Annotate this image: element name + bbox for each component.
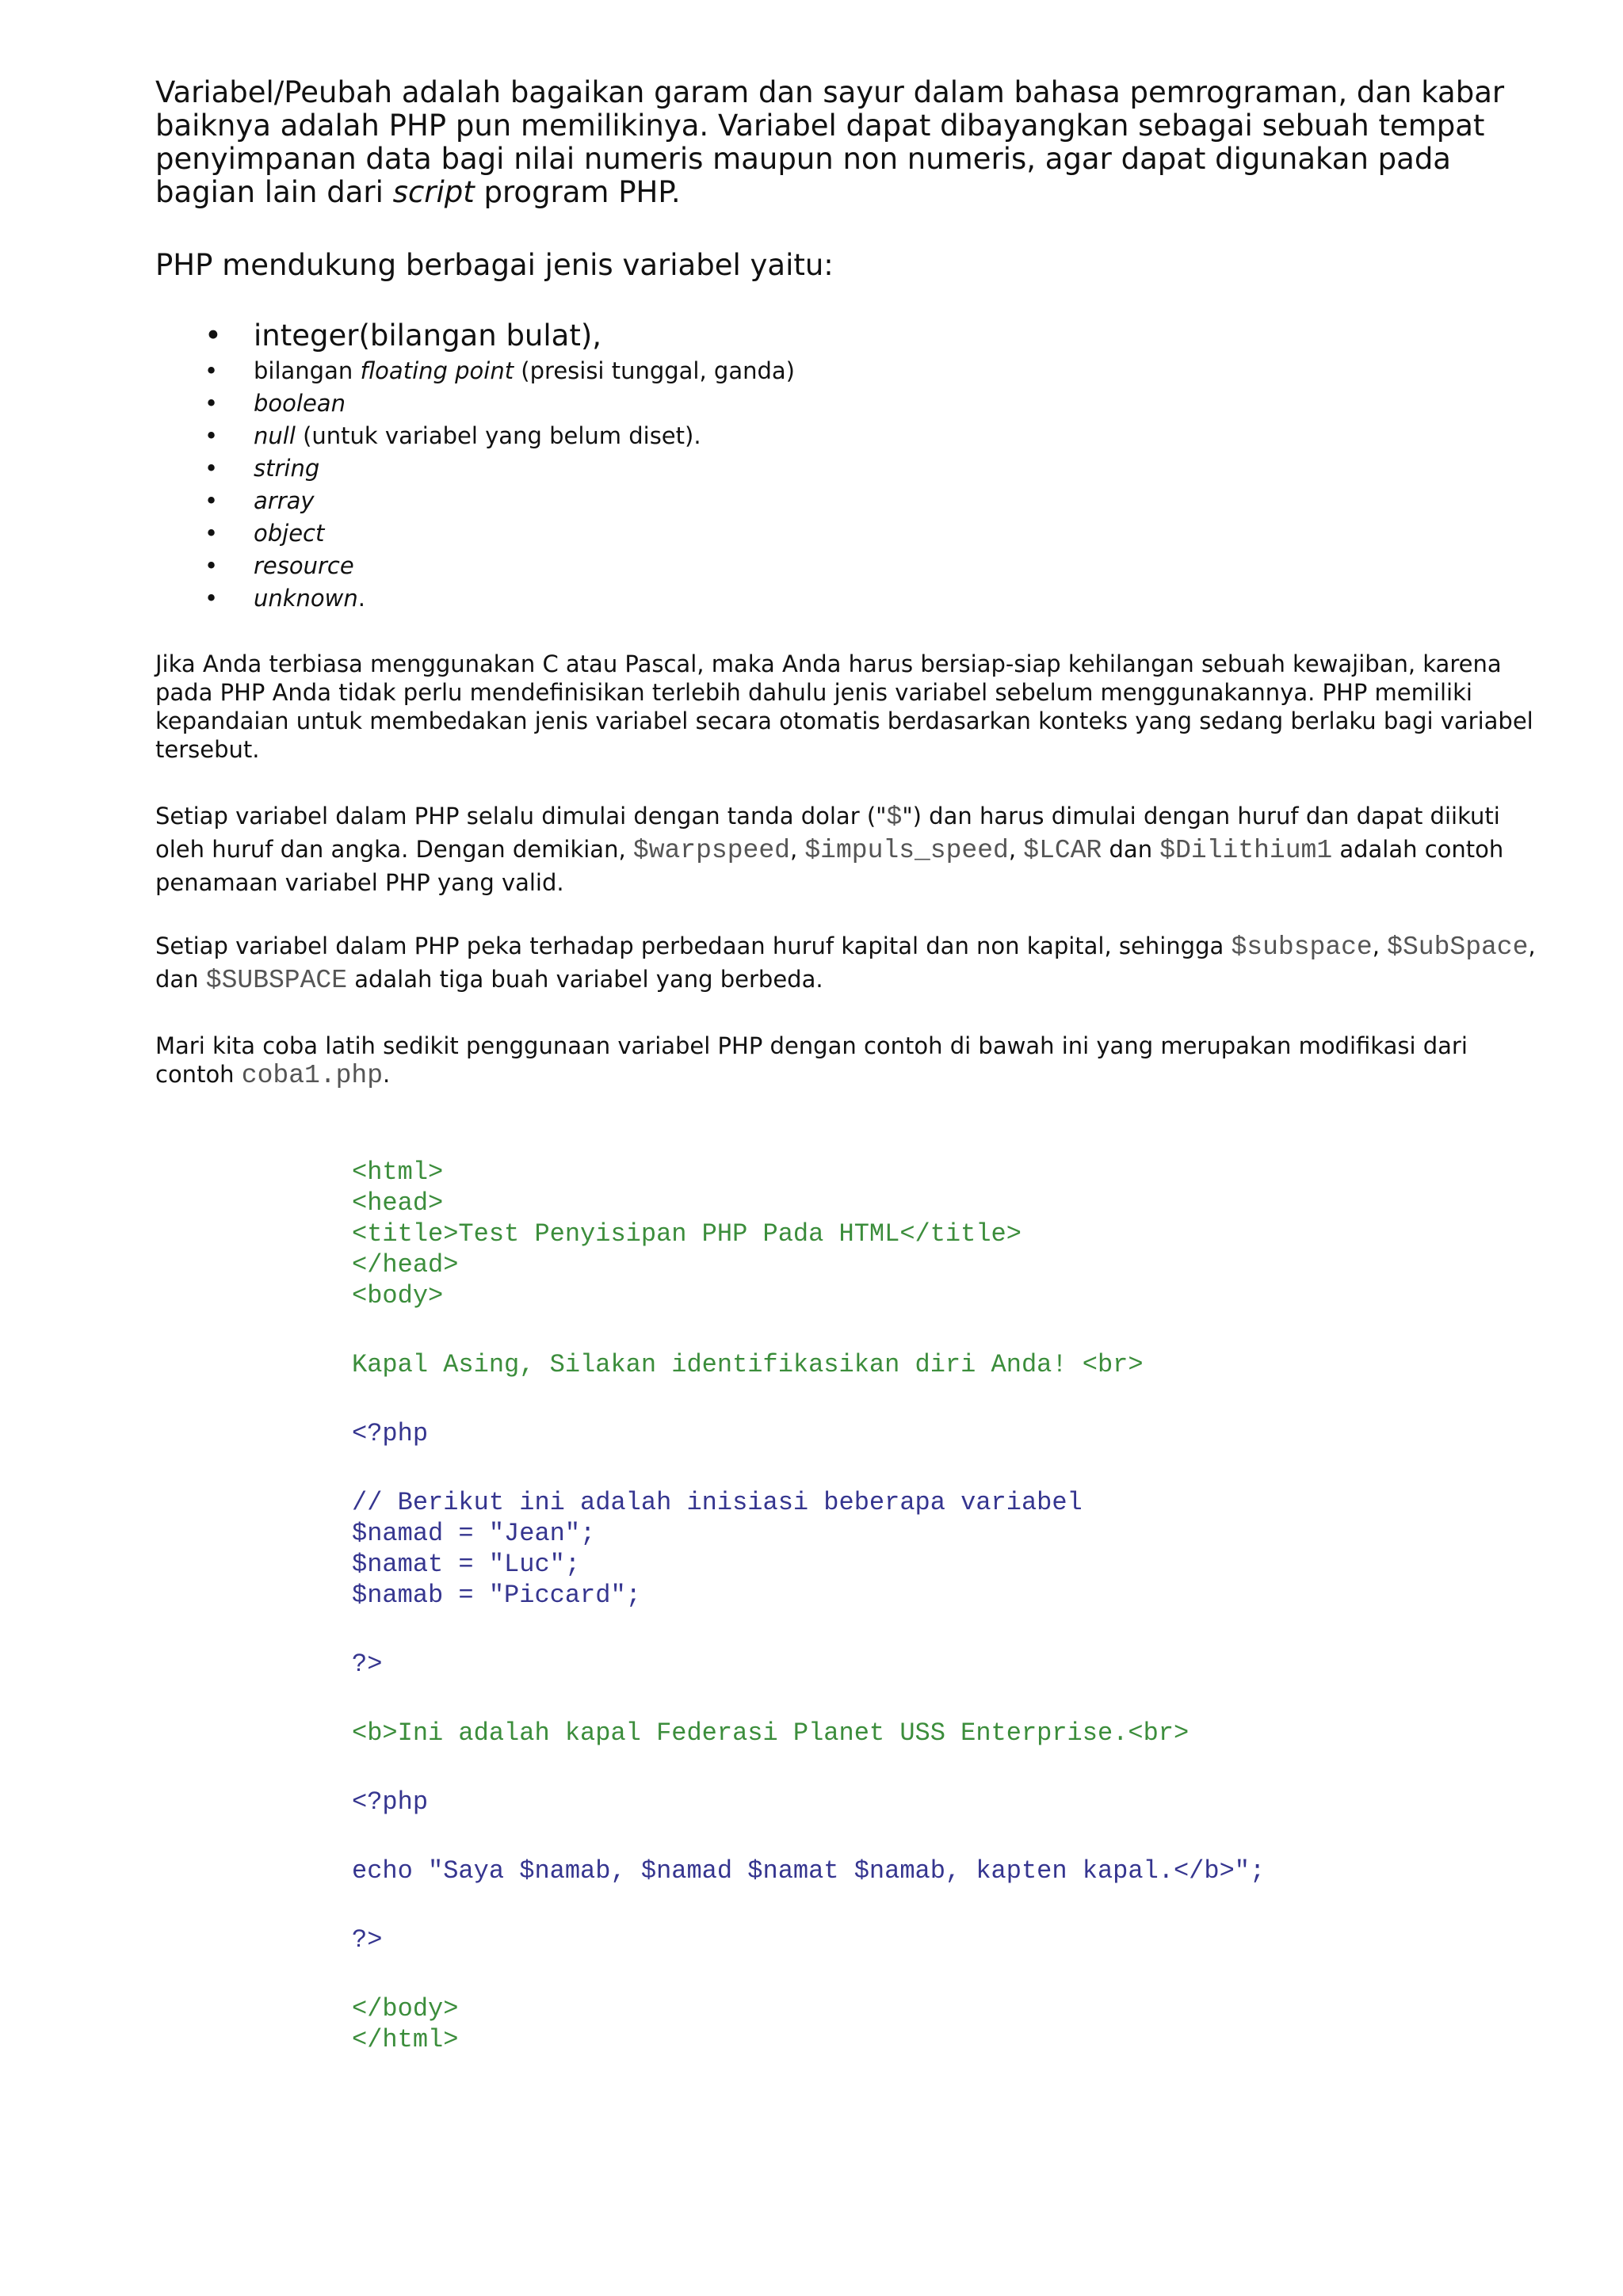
emphasis-text: floating point [360,357,514,384]
code-line: ?> [352,1650,383,1679]
text-run: , [1008,836,1024,863]
text-run: , dan [155,933,1536,993]
inline-code: coba1.php [241,1061,384,1090]
code-line: <html> [352,1158,444,1187]
inline-code: $LCAR [1023,836,1102,865]
code-blank-line [352,1955,1382,1993]
dollar-sign-paragraph [155,800,1550,898]
code-blank-line [352,1886,1382,1924]
text-run: integer(bilangan bulat), [254,318,602,353]
emphasis-text: string [254,455,320,482]
bullet-icon: • [204,552,219,579]
text-run: ") dan harus dimulai dengan huruf dan dapat diikuti oleh huruf dan angka. Dengan demikian, [155,803,1500,863]
code-line: <?php [352,1787,429,1817]
code-line: $namat = "Luc"; [352,1550,581,1579]
bullet-icon: • [204,487,219,514]
code-line: <body> [352,1281,444,1310]
inline-code: $ [886,803,903,832]
example-intro-paragraph [155,1032,1550,1090]
inline-code: $subspace [1231,933,1373,962]
code-blank-line [352,1380,1382,1418]
text-run: adalah tiga buah variabel yang berbeda. [347,966,823,993]
code-line: $namad = "Jean"; [352,1519,596,1548]
text-run: Mari kita coba latih sedikit penggunaan variabel PHP dengan contoh di bawah ini yang merupakan modifikasi dari contoh [155,1032,1468,1088]
emphasis-text: array [254,487,315,514]
list-item [155,582,1265,615]
code-blank-line [352,1449,1382,1487]
emphasis-text: null [254,422,296,449]
list-item [155,387,1265,420]
code-blank-line [352,1680,1382,1718]
code-line: <b>Ini adalah kapal Federasi Planet USS Enterprise.<br> [352,1718,1190,1748]
code-line: ?> [352,1925,383,1955]
code-listing [352,1157,1382,2055]
code-line: // Berikut ini adalah inisiasi beberapa variabel [352,1488,1083,1517]
list-item [155,355,1265,387]
inline-code: $warpspeed [632,836,790,865]
text-run: Setiap variabel dalam PHP selalu dimulai dengan tanda dolar (" [155,803,887,830]
emphasis-text: object [254,520,325,547]
text-run: . [383,1061,391,1088]
variable-types-list [155,317,1265,615]
code-line: Kapal Asing, Silakan identifikasikan diri Anda! <br> [352,1350,1144,1379]
text-run: bilangan [254,357,361,384]
text-run: , [1372,933,1388,959]
code-line: echo "Saya $namab, $namad $namat $namab, kapten kapal.</b>"; [352,1856,1266,1886]
bullet-icon: • [204,422,219,449]
text-run: Setiap variabel dalam PHP peka terhadap perbedaan huruf kapital dan non kapital, sehingga [155,933,1232,959]
text-run: dan [1102,836,1160,863]
intro-paragraph [155,76,1550,209]
text-run: program PHP. [474,175,681,209]
code-blank-line [352,1311,1382,1349]
text-run: adalah contoh penamaan variabel PHP yang valid. [155,836,1504,896]
case-sensitivity-paragraph [155,930,1550,997]
emphasis-text: resource [254,552,354,579]
bullet-icon: • [204,455,219,482]
list-item [155,452,1265,485]
code-blank-line [352,1749,1382,1787]
bullet-icon: • [204,357,219,384]
code-line: </head> [352,1250,459,1280]
text-run: . [357,585,365,612]
code-line: </body> [352,1994,459,2023]
inline-code: $impuls_speed [804,836,1009,865]
code-line: <title>Test Penyisipan PHP Pada HTML</title> [352,1219,1022,1249]
emphasis-text: script [392,175,475,209]
text-run: (presisi tunggal, ganda) [514,357,795,384]
code-line: <?php [352,1419,429,1448]
code-line: <head> [352,1188,444,1218]
bullet-icon: • [204,318,222,353]
code-blank-line [352,1611,1382,1649]
list-item [155,420,1265,452]
types-intro-paragraph: PHP mendukung berbagai jenis variabel yaitu: [155,248,834,282]
code-line: $namab = "Piccard"; [352,1581,641,1610]
code-blank-line [352,1817,1382,1855]
text-run: , [789,836,805,863]
emphasis-text: unknown [254,585,358,612]
c-pascal-paragraph: Jika Anda terbiasa menggunakan C atau Pascal, maka Anda harus bersiap-siap kehilangan sebuah kewajiban, karena pada PHP Anda tidak perlu mendefinisikan terlebih dahulu jenis variabel sebelum menggunakannya. PHP memiliki kepandaian untuk membedakan jenis variabel secara otomatis berdasarkan konteks yang sedang berlaku bagi variabel tersebut. [155,650,1533,763]
bullet-icon: • [204,520,219,547]
text-run: Variabel/Peubah adalah bagaikan garam dan sayur dalam bahasa pemrograman, dan kabar baiknya adalah PHP pun memilikinya. Variabel dapat dibayangkan sebagai sebuah tempat penyimpanan data bagi nilai numeris maupun non numeris, agar dapat digunakan pada bagian lain dari [155,75,1505,209]
inline-code: $Dilithium1 [1159,836,1333,865]
bullet-icon: • [204,585,219,612]
list-item [155,550,1265,582]
list-item [155,317,1265,355]
inline-code: $SUBSPACE [205,966,348,995]
text-run: (untuk variabel yang belum diset). [295,422,701,449]
inline-code: $SubSpace [1387,933,1529,962]
bullet-icon: • [204,390,219,417]
emphasis-text: boolean [254,390,346,417]
code-line: </html> [352,2025,459,2054]
list-item [155,485,1265,517]
list-item [155,517,1265,550]
